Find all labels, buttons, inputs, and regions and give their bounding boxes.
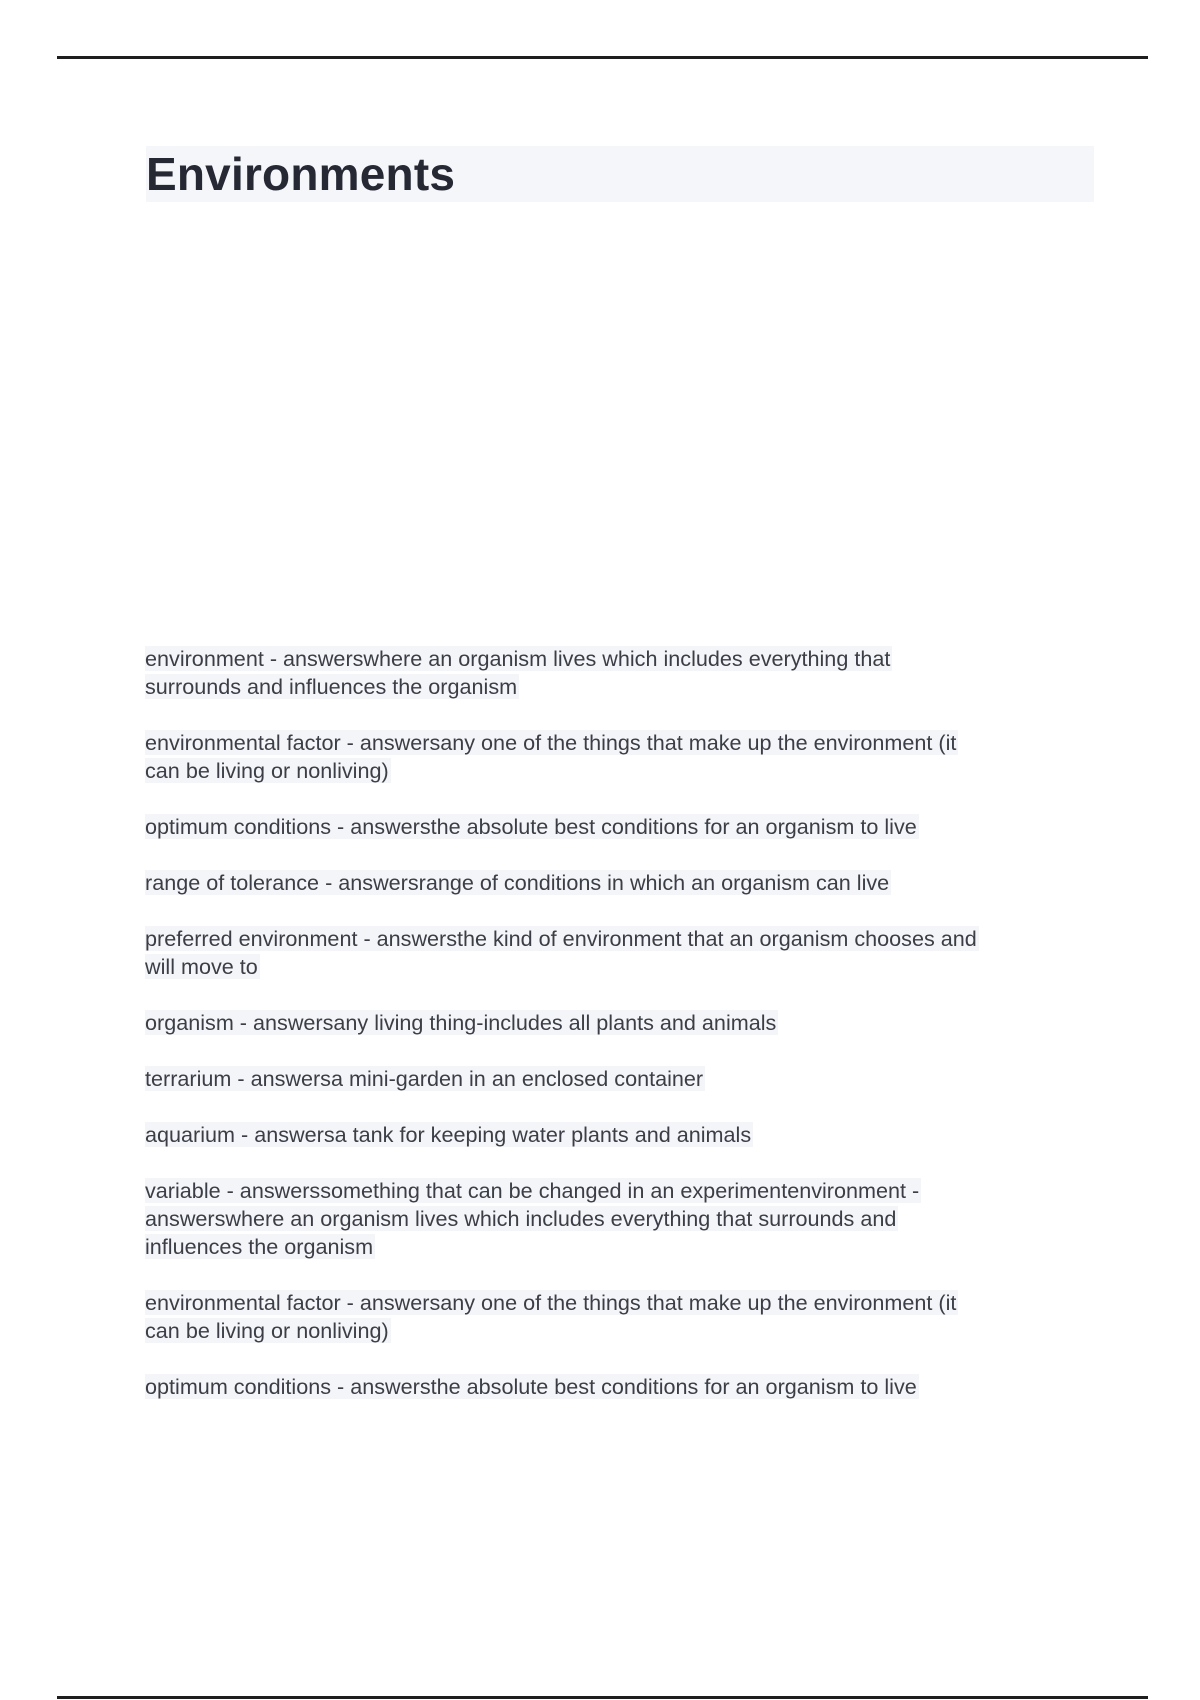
entry-line: variable - answerssomething that can be changed in an experimentenvironment - — [145, 1178, 920, 1203]
definition-entry — [145, 1373, 1095, 1401]
entry-line: will move to — [145, 954, 258, 979]
entry-line: surrounds and influences the organism — [145, 674, 518, 699]
definition-entry — [145, 645, 1095, 701]
definition-entry — [145, 925, 1095, 981]
entry-line: can be living or nonliving) — [145, 758, 389, 783]
definition-entry — [145, 1065, 1095, 1093]
entry-line: optimum conditions - answersthe absolute best conditions for an organism to live — [145, 1374, 917, 1399]
definition-entry — [145, 1177, 1095, 1261]
entry-line: organism - answersany living thing-includes all plants and animals — [145, 1010, 777, 1035]
entry-line: environment - answerswhere an organism lives which includes everything that — [145, 646, 891, 671]
entry-line: can be living or nonliving) — [145, 1318, 389, 1343]
definition-entry — [145, 869, 1095, 897]
entry-line: influences the organism — [145, 1234, 374, 1259]
bottom-divider — [57, 1696, 1148, 1699]
entry-line: environmental factor - answersany one of the things that make up the environment (it — [145, 1290, 957, 1315]
entry-line: optimum conditions - answersthe absolute best conditions for an organism to live — [145, 814, 917, 839]
page-title: Environments — [146, 148, 456, 200]
entry-line: environmental factor - answersany one of the things that make up the environment (it — [145, 730, 957, 755]
definition-list — [145, 645, 1095, 1429]
definition-entry — [145, 729, 1095, 785]
entry-line: answerswhere an organism lives which includes everything that surrounds and — [145, 1206, 897, 1231]
entry-line: terrarium - answersa mini-garden in an enclosed container — [145, 1066, 704, 1091]
top-divider — [57, 56, 1148, 59]
entry-line: preferred environment - answersthe kind of environment that an organism chooses and — [145, 926, 977, 951]
definition-entry — [145, 813, 1095, 841]
entry-line: range of tolerance - answersrange of conditions in which an organism can live — [145, 870, 890, 895]
definition-entry — [145, 1009, 1095, 1037]
definition-entry — [145, 1289, 1095, 1345]
entry-line: aquarium - answersa tank for keeping water plants and animals — [145, 1122, 752, 1147]
definition-entry — [145, 1121, 1095, 1149]
